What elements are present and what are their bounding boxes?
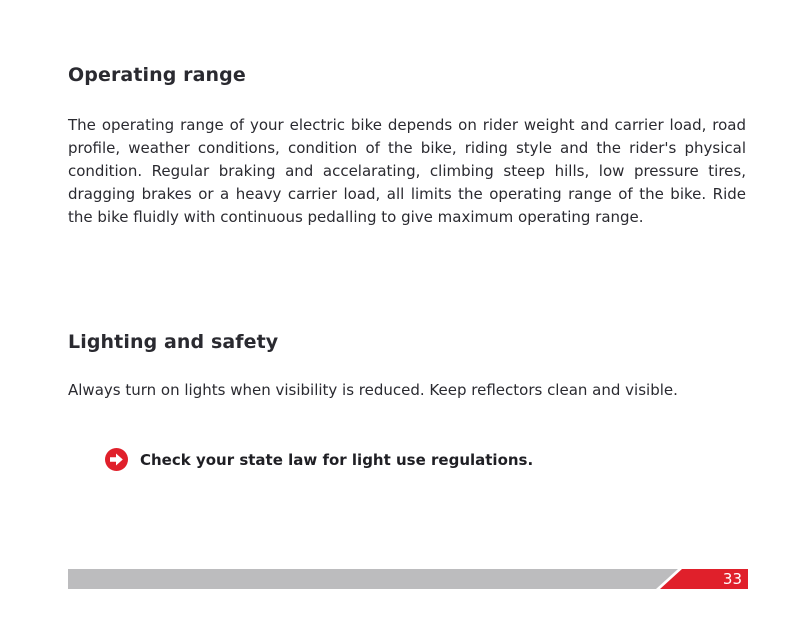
page-footer-bar <box>68 569 748 589</box>
lighting-safety-paragraph: Always turn on lights when visibility is reduced. Keep reflectors clean and visible. <box>68 381 678 399</box>
regulation-note-text: Check your state law for light use regulations. <box>140 450 534 469</box>
regulation-note <box>105 448 533 471</box>
operating-range-heading: Operating range <box>68 64 246 86</box>
arrow-right-circle-icon <box>105 448 128 471</box>
lighting-safety-heading: Lighting and safety <box>68 331 279 353</box>
page-number: 33 <box>722 570 742 588</box>
operating-range-paragraph: The operating range of your electric bike depends on rider weight and carrier load, road profile, weather conditions, condition of the bike, riding style and the rider's physical condition. Regular braking and accelarating, climbing steep hills, low pressure tires, dragging brakes or a heavy carrier load, all limits the operating range of the bike. Ride the bike fluidly with continuous pedalling to give maximum operating range. <box>68 116 746 226</box>
